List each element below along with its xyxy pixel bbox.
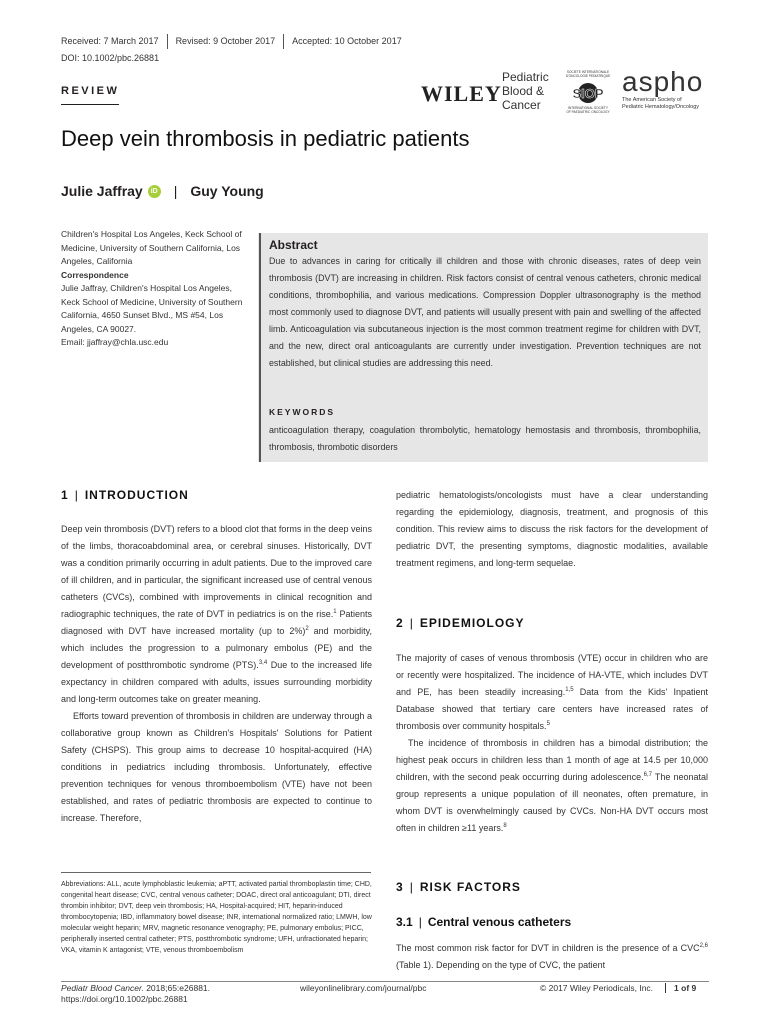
paragraph: pediatric hematologists/oncologists must have a clear understanding regarding the epidemiology, diagnosis, treatment, and prognosis of this condition. This review aims to discuss the risk factors for the development of pediatric DVT, the presenting symptoms, diagnostic modalities, available treatment regimens, and long-term sequelae.	[396, 490, 708, 568]
risk-factors-body	[396, 940, 708, 974]
epidemiology-body	[396, 650, 708, 837]
journal-logo	[502, 70, 549, 112]
paragraph-text: Deep vein thrombosis (DVT) refers to a blood clot that forms in the deep veins of the limbs, thoracoabdominal area, or cerebral sinuses. Historically, DVT was a condition primarily occurring in adult patients. Due to the improved care of ill children, and in particular, the significant increased use of central venous catheters (CVCs), combined with improvements in clinical recognition and radiographic techniques, the rate of DVT in pediatrics is on the rise.	[61, 524, 372, 619]
subsection-number: 3.1	[396, 915, 413, 929]
paragraph-text: (Table 1). Depending on the type of CVC, the patient	[396, 960, 606, 970]
siop-logo-text: SOCIETE INTERNATIONALE	[566, 70, 610, 74]
section-heading	[396, 880, 521, 894]
paragraph	[396, 735, 708, 837]
citation[interactable]: 3,4	[258, 660, 268, 666]
citation[interactable]: 5	[546, 721, 550, 727]
siop-logo	[560, 68, 616, 116]
author-name[interactable]: Guy Young	[190, 183, 264, 199]
intro-body	[61, 521, 372, 827]
siop-logo-text: SIOP	[572, 86, 604, 101]
keywords-text: anticoagulation therapy, coagulation thrombolytic, hematology hemostasis and thrombosis, thrombophilia, thrombosis, thrombotic disorders	[269, 425, 701, 452]
revised-date: Revised: 9 October 2017	[167, 34, 284, 49]
footnote-rule	[61, 872, 371, 873]
article-type-underline	[61, 104, 119, 105]
section-number: 3	[396, 880, 404, 894]
abstract-rule	[259, 233, 261, 462]
paragraph-text: Data from the Kids' Inpatient Database showed that tertiary care centers have increased rates of thrombosis over community hospitals.	[396, 687, 708, 731]
paragraph	[396, 940, 708, 974]
copyright: © 2017 Wiley Periodicals, Inc.	[540, 983, 654, 993]
citation[interactable]: 6,7	[643, 772, 652, 778]
siop-logo-text: OF PAEDIATRIC ONCOLOGY	[566, 110, 610, 114]
citation-journal: Pediatr Blood Cancer.	[61, 983, 144, 993]
intro-continued	[396, 487, 708, 572]
siop-logo-text: D'ONCOLOGIE PEDIATRIQUE	[565, 74, 611, 78]
citation-doi-link[interactable]: https://doi.org/10.1002/pbc.26881	[61, 994, 188, 1004]
footer-right	[540, 983, 696, 993]
abstract-text: Due to advances in caring for critically ill children and those with chronic diseases, rates of deep vein thrombosis (DVT) are increasing in children. Risk factors consist of central venous catheters, chronic medical conditions, thrombophilia, and various medications. Compression Doppler ultrasonography is the method most commonly used to diagnose DVT, and patients will usually present with pain and swelling of the affected limb. Anticoagulation via subcutaneous injection is the most common treatment regime for children with DVT, and the new, direct oral anticoagulants are currently under investigation. Prevention techniques are not established, but clinical studies are addressing this need.	[269, 256, 701, 368]
received-date: Received: 7 March 2017	[61, 36, 159, 46]
section-title: RISK FACTORS	[419, 880, 521, 894]
section-divider: |	[409, 616, 414, 630]
citation[interactable]: 8	[503, 823, 507, 829]
abstract-heading: Abstract	[269, 238, 318, 252]
paragraph-text: The majority of cases of venous thrombosis (VTE) occur in children who are or recently were hospitalized. The incidence of HA-VTE, which includes DVT and PE, has been steadily increasing.	[396, 653, 708, 697]
paragraph-text: Due to the increased life expectancy in children compared with adults, issues surrounding morbidity and long-term outcomes take on greater meaning.	[61, 660, 372, 704]
correspondence-email[interactable]: Email: jjaffray@chla.usc.edu	[61, 337, 169, 347]
author-name[interactable]: Julie Jaffray	[61, 183, 143, 199]
citation[interactable]: 2	[305, 626, 309, 632]
paragraph	[396, 650, 708, 735]
siop-logo-text: INTERNATIONAL SOCIETY	[567, 106, 609, 110]
article-title: Deep vein thrombosis in pediatric patients	[61, 126, 470, 151]
affiliation-block	[61, 228, 251, 350]
footer-rule	[61, 981, 709, 982]
journal-logo-line: Cancer	[502, 98, 541, 112]
section-heading	[61, 488, 189, 502]
section-divider: |	[418, 915, 422, 929]
paragraph-text: The most common risk factor for DVT in children is the presence of a CVC	[396, 943, 700, 953]
aspho-logo-subtext: Pediatric Hematology/Oncology	[622, 104, 700, 110]
citation[interactable]: 1	[333, 609, 337, 615]
article-dates	[61, 34, 410, 49]
journal-logo-line: Pediatric	[502, 70, 549, 84]
section-divider: |	[409, 880, 414, 894]
footer-citation	[61, 983, 210, 1005]
citation-volume: 2018;65:e26881.	[143, 983, 211, 993]
section-heading	[396, 616, 525, 630]
aspho-logo	[622, 67, 703, 111]
section-number: 1	[61, 488, 69, 502]
affiliation: Children's Hospital Los Angeles, Keck School of Medicine, University of Southern California, Los Angeles, California	[61, 229, 242, 266]
correspondence-address: Julie Jaffray, Children's Hospital Los Angeles, Keck School of Medicine, University of Southern California, 4650 Sunset Blvd., MS #54, Los Angeles, CA 90027.	[61, 283, 243, 334]
journal-logo-line: Blood &	[502, 84, 545, 98]
paragraph: Efforts toward prevention of thrombosis in children are underway through a collaborative group known as Children's Hospitals' Solutions for Patient Safety (CHSPS). This group aims to decrease 10 hospital-acquired (HA) conditions in pediatrics including thrombosis. Unfortunately, effective prevention techniques for venous thromboembolism (VTE) have not been established, and rates of pediatric thrombosis are expected to continue to increase. Therefore,	[61, 711, 372, 823]
abbreviations-footnote: Abbreviations: ALL, acute lymphoblastic leukemia; aPTT, activated partial thromboplastin time; CHD, congenital heart disease; CVC, central venous catheter; DOAC, direct oral anticoagulant; DTI, direct thrombin inhibitor; DVT, deep vein thrombosis; HA, Hospital-acquired; HIT, heparin-induced thrombocytopenia; IBD, inflammatory bowel disease; INR, international normalized ratio; LMWH, low molecular weight heparin; MRV, magnetic resonance venography; PE, pulmonary embolus; PICC, peripherally inserted central catheter; PTS, postthrombotic syndrome; UFH, unfractionated heparin; VKA, vitamin K antagonist; VTE, venous thromboembolism	[61, 881, 372, 954]
author-list	[61, 183, 264, 199]
subsection-heading	[396, 915, 571, 929]
article-type: REVIEW	[61, 85, 120, 97]
citation[interactable]: 2,6	[699, 943, 708, 949]
author-separator: |	[173, 183, 178, 199]
citation[interactable]: 1,5	[565, 687, 574, 693]
section-number: 2	[396, 616, 404, 630]
subsection-title: Central venous catheters	[427, 915, 572, 929]
orcid-icon[interactable]: iD	[148, 185, 161, 198]
paragraph-text: and morbidity, which includes the progression to a pulmonary embolus (PE) and the development of postthrombotic syndrome (PTS).	[61, 626, 372, 670]
aspho-logo-text: aspho	[622, 66, 704, 97]
journal-website-link[interactable]: wileyonlinelibrary.com/journal/pbc	[300, 983, 427, 993]
section-title: EPIDEMIOLOGY	[419, 616, 525, 630]
section-title: INTRODUCTION	[84, 488, 189, 502]
page-number: 1 of 9	[665, 983, 696, 993]
section-divider: |	[74, 488, 79, 502]
doi[interactable]: DOI: 10.1002/pbc.26881	[61, 53, 160, 63]
paragraph-text: The neonatal group represents a unique population of ill neonates, often premature, in whom DVT is overwhelmingly caused by CVCs. Non-HA DVT occurs most often in children ≥11 years.	[396, 772, 708, 833]
paragraph	[61, 521, 372, 708]
wiley-logo: WILEY	[421, 81, 502, 106]
accepted-date: Accepted: 10 October 2017	[283, 34, 410, 49]
paragraph-text: Patients diagnosed with DVT have increased mortality (up to 2%)	[61, 609, 372, 636]
keywords-heading: KEYWORDS	[269, 407, 336, 417]
paragraph-text: The incidence of thrombosis in children has a bimodal distribution; the highest peak occurs in children less than 1 month of age at 14.5 per 10,000 children, with the second peak occurring during adolescence.	[396, 738, 708, 782]
correspondence-heading: Correspondence	[61, 269, 129, 280]
aspho-logo-subtext: The American Society of	[622, 97, 682, 103]
